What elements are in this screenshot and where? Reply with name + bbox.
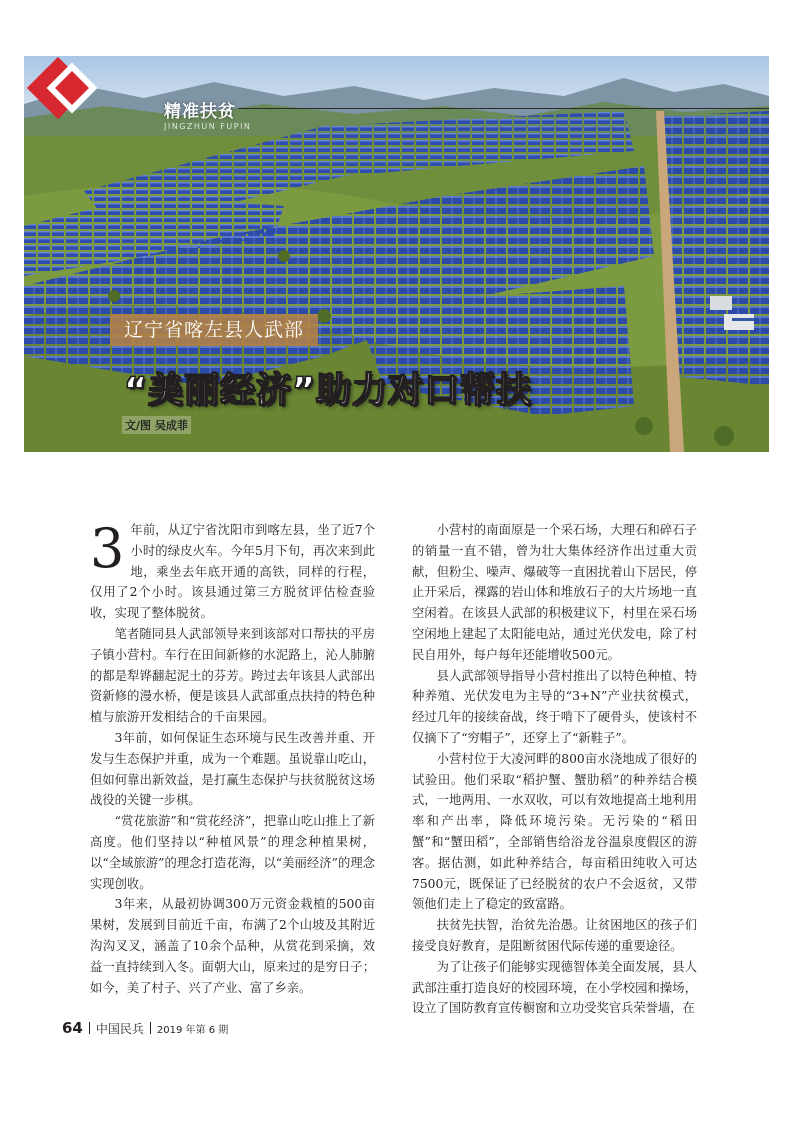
paragraph: 小营村位于大凌河畔的800亩水浇地成了很好的试验田。他们采取“稻护蟹、蟹肋稻”的种养结合模式，一地两用、一水双收，可以有效地提高土地利用率和产出率，降低环境污染。无污染的“稻田蟹”和“蟹田稻”，全部销售给浴龙谷温泉度假区的游客。据估测，如此种养结合，每亩稻田纯收入可达7500元，既保证了已经脱贫的农户不会返贫，又带领他们走上了稳定的致富路。 (412, 751, 697, 912)
paragraph: 3年前，如何保证生态环境与民生改善并重、开发与生态保护并重，成为一个难题。虽说靠山吃山，但如何靠出新效益，是打赢生态保护与扶贫脱贫这场战役的关键一步棋。 (90, 730, 375, 808)
paragraph: 3年来，从最初协调300万元资金栽植的500亩果树，发展到目前近千亩，布满了2个山坡及其附近沟沟叉叉，涵盖了10余个品种，从赏花到采摘，效益一直持续到入冬。面朝大山，原来过的是穷日子；如今，美了村子、兴了产业、富了乡亲。 (90, 897, 375, 995)
paragraph: 3 年前，从辽宁省沈阳市到喀左县，坐了近7个小时的绿皮火车。今年5月下旬，再次来到此地，乘坐去年底开通的高铁，同样的行程，仅用了2个小时。该县通过第三方脱贫评估检查验收，实现了整体脱贫。 (90, 517, 375, 621)
byline: 文/图 吴成菲 (122, 416, 191, 434)
footer-divider (150, 1022, 151, 1034)
article-column-left (90, 517, 375, 998)
page-footer (62, 1018, 228, 1037)
column-badge-icon (24, 56, 104, 120)
article-title: “美丽经济”助力对口帮扶 (124, 371, 533, 411)
paragraph: “赏花旅游”和“赏花经济”，把靠山吃山推上了新高度。他们坚持以“种植风景”的理念种植果树，以“全域旅游”的理念打造花海，以“美丽经济”的理念实现创收。 (90, 814, 375, 891)
issue-number: 2019 年第 6 期 (156, 1025, 229, 1036)
column-title: 精准扶贫 (164, 102, 236, 122)
article-column-right (412, 520, 697, 1019)
dropcap: 3 (90, 517, 125, 580)
hero-photo (24, 56, 769, 452)
unit-tag: 辽宁省喀左县人武部 (110, 314, 318, 346)
paragraph: 为了让孩子们能够实现德智体美全面发展，县人武部注重打造良好的校园环境，在小学校园和操场，设立了国防教育宣传橱窗和立功受奖官兵荣誉墙，在 (412, 959, 697, 1016)
paragraph: 笔者随同县人武部领导来到该部对口帮扶的平房子镇小营村。车行在田间新修的水泥路上，沁人肺腑的都是犁铧翻起泥土的芬芳。跨过去年该县人武部出资新修的漫水桥，便是该县人武部重点扶持的特色种植与旅游开发相结合的千亩果园。 (90, 626, 375, 725)
page-number: 64 (62, 1019, 83, 1037)
footer-divider (89, 1022, 90, 1034)
paragraph: 县人武部领导指导小营村推出了以特色种植、特种养殖、光伏发电为主导的“3+N”产业扶贫模式，经过几年的接续奋战，终于啃下了硬骨头，使该村不仅摘下了“穷帽子”，还穿上了“新鞋子”。 (412, 668, 697, 745)
magazine-name: 中国民兵 (95, 1022, 144, 1036)
paragraph: 扶贫先扶智，治贫先治愚。让贫困地区的孩子们接受良好教育，是阻断贫困代际传递的重要途径。 (412, 918, 697, 953)
column-rule (238, 108, 769, 109)
column-subtitle: JINGZHUN FUPIN (164, 122, 252, 131)
paragraph: 小营村的南面原是一个采石场，大理石和碎石子的销量一直不错，曾为壮大集体经济作出过重大贡献，但粉尘、噪声、爆破等一直困扰着山下居民，停止开采后，裸露的岩山体和堆放石子的大片场地一直空闲着。在该县人武部的积极建议下，村里在采石场空闲地上建起了太阳能电站，通过光伏发电，除了村民自用外，每户每年还能增收500元。 (412, 523, 697, 662)
